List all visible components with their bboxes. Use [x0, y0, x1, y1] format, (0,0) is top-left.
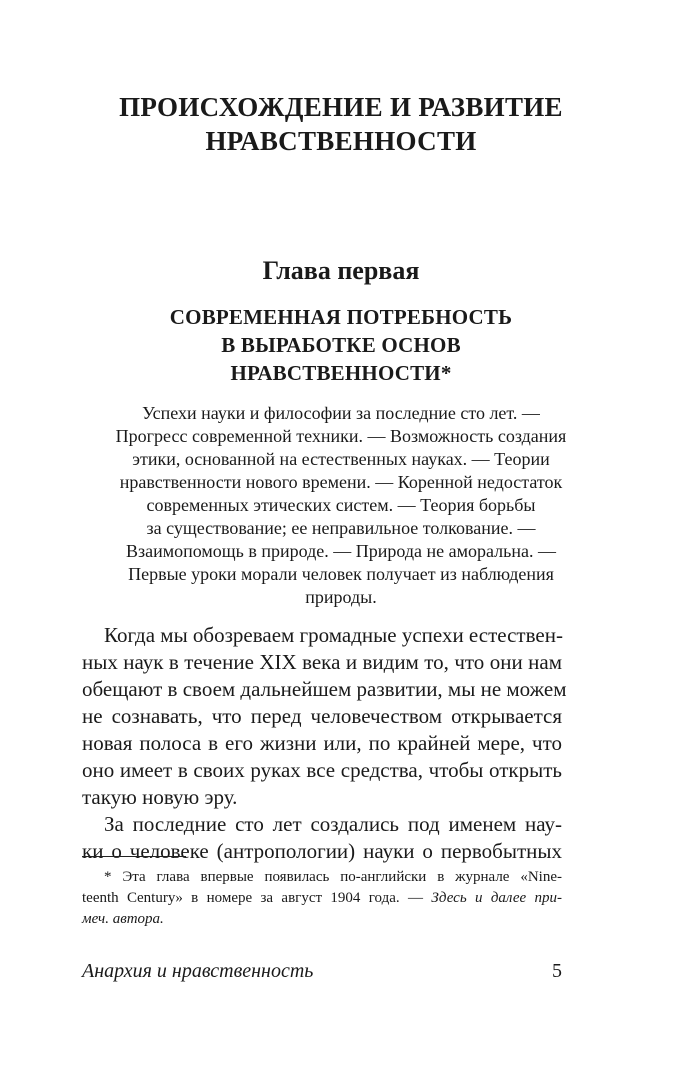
synopsis-line: природы.: [305, 587, 377, 607]
book-title-line-2: НРАВСТВЕННОСТИ: [205, 126, 477, 156]
synopsis-line: Первые уроки морали человек получает из наблюдения: [128, 564, 554, 584]
running-title: Анархия и нравственность: [82, 960, 314, 982]
chapter-number: Глава первая: [262, 256, 420, 285]
body-line: такую новую эру.: [82, 785, 238, 809]
chapter-title-line-1: СОВРЕМЕННАЯ ПОТРЕБНОСТЬ: [169, 305, 513, 329]
footnote-text: teenth Century» в номере за август 1904 года. —: [82, 890, 432, 906]
chapter-title-line-3: НРАВСТВЕННОСТИ*: [230, 361, 452, 385]
body-line: Когда мы обозреваем громадные успехи естествен-: [104, 623, 563, 647]
body-line: не сознавать, что перед человечеством открывается: [82, 704, 562, 728]
footnote-italic-text: Здесь и далее при-: [431, 890, 563, 906]
synopsis-line: Прогресс современной техники. — Возможность создания: [115, 426, 567, 446]
synopsis-line: нравственности нового времени. — Коренной недостаток: [119, 472, 563, 492]
synopsis-line: Взаимопомощь в природе. — Природа не аморальна. —: [126, 541, 556, 561]
footnote-divider: [82, 856, 186, 857]
body-line: оно имеет в своих руках все средства, чтобы открыть: [82, 758, 562, 782]
synopsis-line: современных этических систем. — Теория борьбы: [146, 495, 536, 515]
footnote-line-1: * Эта глава впервые появилась по-английски в журнале «Nine-: [104, 869, 562, 885]
page-number: 5: [552, 960, 562, 982]
body-line: ных наук в течение XIX века и видим то, что они нам: [82, 650, 562, 674]
body-line: ки о человеке (антропологии) науки о первобытных: [82, 839, 562, 863]
body-line: новая полоса в его жизни или, по крайней мере, что: [82, 731, 562, 755]
chapter-title-line-2: В ВЫРАБОТКЕ ОСНОВ: [221, 333, 461, 357]
synopsis-line: Успехи науки и философии за последние сто лет. —: [142, 403, 540, 423]
footnote-italic-text: меч. автора.: [82, 911, 164, 927]
body-line: обещают в своем дальнейшем развитии, мы не можем: [82, 677, 567, 701]
synopsis-line: за существование; ее неправильное толкование. —: [146, 518, 536, 538]
book-title-line-1: ПРОИСХОЖДЕНИЕ И РАЗВИТИЕ: [119, 92, 563, 122]
synopsis-line: этики, основанной на естественных науках. — Теории: [132, 449, 550, 469]
footnote-line-2: [82, 890, 562, 907]
footnote-line-3: [82, 911, 562, 928]
body-line: За последние сто лет создались под именем нау-: [104, 812, 562, 836]
